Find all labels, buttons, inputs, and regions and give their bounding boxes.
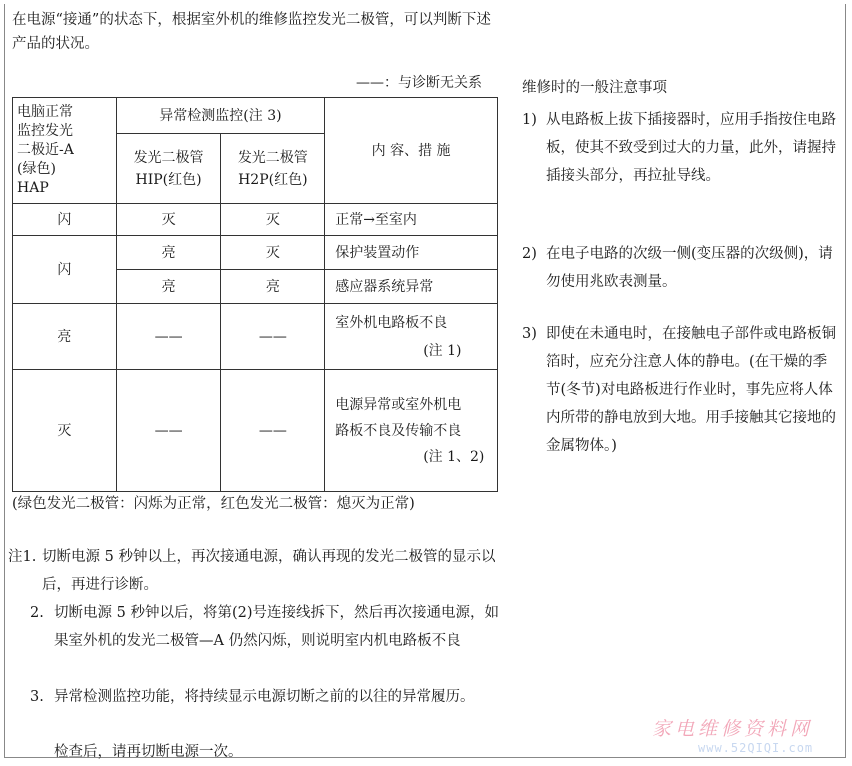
table-row <box>13 236 498 270</box>
table-row <box>13 204 498 236</box>
note-item: 注1. 切断电源 5 秒钟以上，再次接通电源，确认再现的发光二极管的显示以后，再进行诊断。 <box>8 549 496 593</box>
diagnosis-table <box>12 97 498 492</box>
cell-h2p: 灭 <box>221 204 325 236</box>
cell-hip: 灭 <box>116 204 221 236</box>
precaution-item: 2) 在电子电路的次级一侧(变压器的次级侧)，请勿使用兆欧表测量。 <box>522 246 833 290</box>
cell-h2p: —— <box>221 304 325 370</box>
cell-h2p: —— <box>221 370 325 492</box>
maintenance-precautions <box>522 76 840 454</box>
cell-hip: 亮 <box>116 236 221 270</box>
header-h2p: 发光二极管 H2P(红色) <box>221 134 325 204</box>
cell-action: 电源异常或室外机电 路板不良及传输不良 (注 1、2) <box>325 370 498 492</box>
precaution-item: 3) 即使在未通电时，在接触电子部件或电路板铜箔时，应充分注意人体的静电。(在干燥的季节(冬节)对电路板进行作业时，事先应将人体内所带的静电放到大地。用手接触其它接地的金属物体。) <box>522 326 836 454</box>
cell-action: 保护装置动作 <box>325 236 498 270</box>
precaution-item: 1) 从电路板上拔下插接器时，应用手指按住电路板，使其不致受到过大的力量，此外，请握持插接头部分，再拉扯导线。 <box>522 112 836 184</box>
watermark-text: 家电维修资料网 <box>652 718 814 740</box>
note-item: 2. 切断电源 5 秒钟以后，将第(2)号连接线拆下，然后再次接通电源，如果室外机的发光二极管—A 仍然闪烁，则说明室内机电路板不良 <box>30 605 499 649</box>
note-item: 3. 异常检测监控功能，将持续显示电源切断之前的以往的异常履历。 <box>30 689 475 705</box>
precautions-title: 维修时的一般注意事项 <box>522 80 667 96</box>
cell-hip: 亮 <box>116 270 221 304</box>
header-hip: 发光二极管 HIP(红色) <box>116 134 221 204</box>
table-row <box>13 304 498 370</box>
cell-hip: —— <box>116 304 221 370</box>
table-row <box>13 370 498 492</box>
cell-hap: 亮 <box>13 304 117 370</box>
header-hap: 电脑正常 监控发光 二极近-A (绿色) HAP <box>13 98 117 204</box>
cell-action: 正常→至室内 <box>325 204 498 236</box>
watermark <box>652 714 832 758</box>
watermark-url: www.52QIQI.com <box>698 741 814 755</box>
cell-hap: 闪 <box>13 236 117 304</box>
dash-legend-note: ——：与诊断无关系 <box>356 75 482 91</box>
cell-h2p: 亮 <box>221 270 325 304</box>
cell-hap: 灭 <box>13 370 117 492</box>
cell-hip: —— <box>116 370 221 492</box>
header-content-measures: 内 容、措 施 <box>325 98 498 204</box>
cell-action: 感应器系统异常 <box>325 270 498 304</box>
led-legend: (绿色发光二极管：闪烁为正常，红色发光二极管：熄灭为正常) <box>12 496 415 512</box>
cell-h2p: 灭 <box>221 236 325 270</box>
intro-paragraph: 在电源“接通”的状态下，根据室外机的维修监控发光二极管，可以判断下述产品的状况。 <box>12 12 491 52</box>
cell-action: 室外机电路板不良 (注 1) <box>325 304 498 370</box>
header-abnormal-monitor: 异常检测监控(注 3) <box>116 98 325 134</box>
note-item: 检查后，请再切断电源一次。 <box>54 744 243 760</box>
cell-hap: 闪 <box>13 204 117 236</box>
